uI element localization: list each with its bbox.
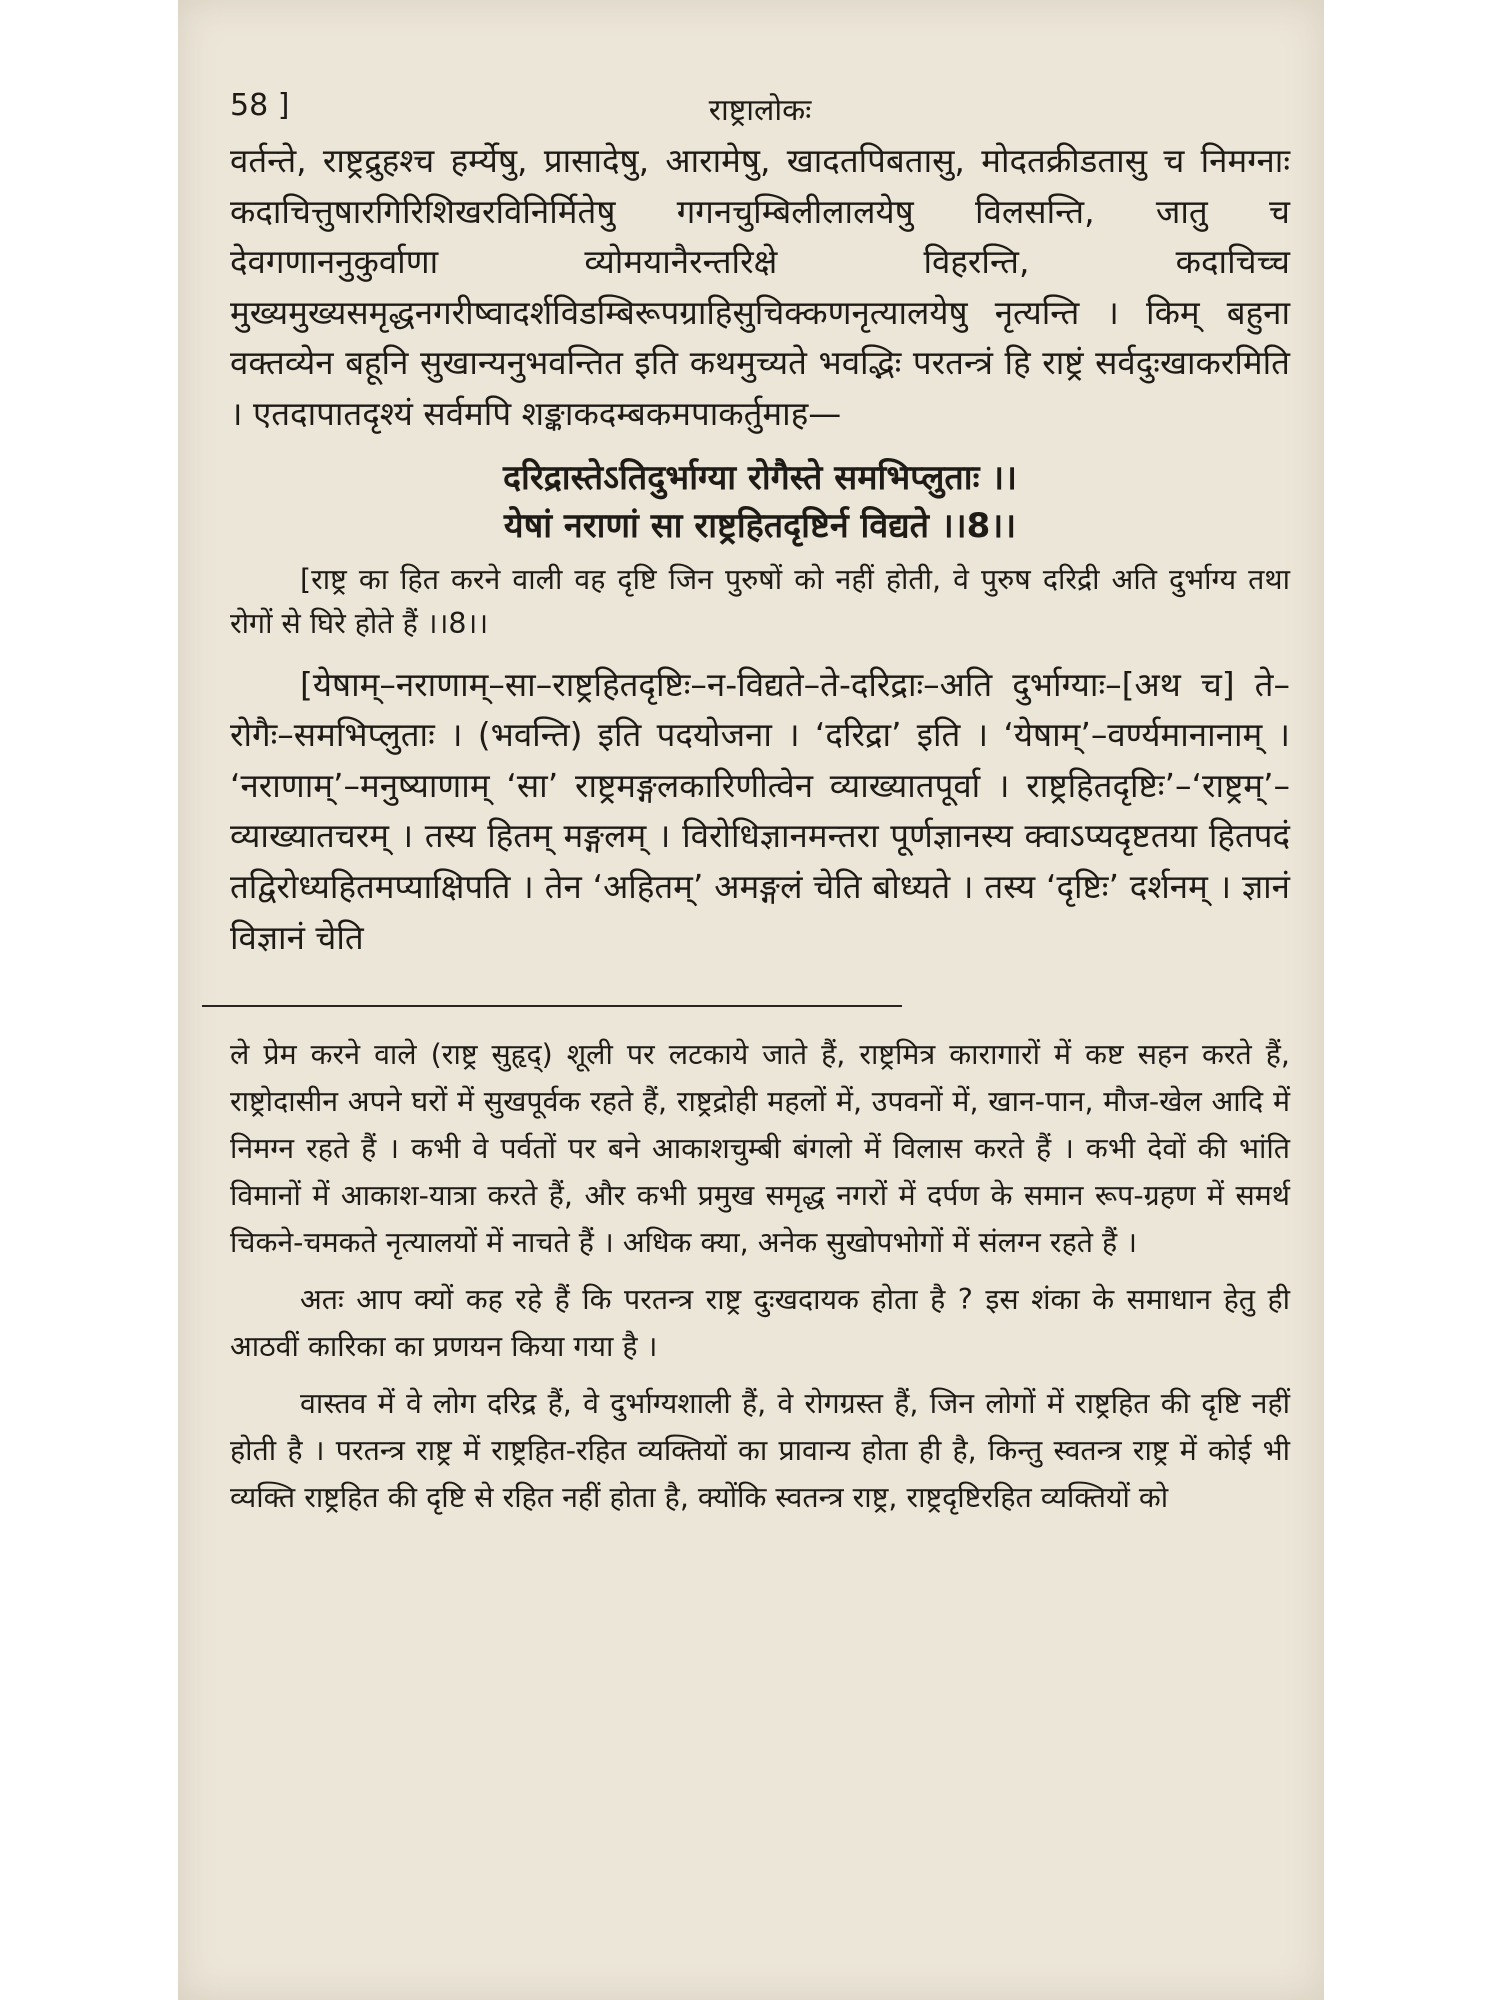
hindi-translation: [राष्ट्र का हित करने वाली वह दृष्टि जिन पुरुषों को नहीं होती, वे पुरुष दरिद्री अति दुर्भाग्य तथा रोगों से घिरे होते हैं ।।8।। [230, 562, 1290, 640]
footnote-paragraph-3: वास्तव में वे लोग दरिद्र हैं, वे दुर्भाग्यशाली हैं, वे रोगग्रस्त हैं, जिन लोगों में राष्ट्रहित की दृष्टि नहीं होती है । परतन्त्र राष्ट्र में राष्ट्रहित-रहित व्यक्तियों का प्रावान्य होता ही है, किन्तु स्वतन्त्र राष्ट्र में कोई भी व्यक्ति राष्ट्रहित की दृष्टि से रहित नहीं होता है, क्योंकि स्वतन्त्र राष्ट्र, राष्ट्रदृष्टिरहित व्यक्तियों को [230, 1387, 1290, 1515]
page-number: 58 ] [230, 88, 290, 123]
verse-line-2: येषां नराणां सा राष्ट्रहितदृष्टिर्न विद्यते ।।8।। [503, 505, 1017, 546]
sanskrit-commentary-paragraph: वर्तन्ते, राष्ट्रद्रुहश्च हर्म्येषु, प्रासादेषु, आरामेषु, खादतपिबतासु, मोदतक्रीडतासु च निमग्नाः कदाचित्तुषारगिरिशिखरविनिर्मितेषु गगनचुम्बिलीलालयेषु विलसन्ति, जातु च देवगणाननुकुर्वाणा व्योमयानैरन्तरिक्षे विहरन्ति, कदाचिच्च मुख्यमुख्यसमृद्धनगरीष्वादर्शविडम्बिरूपग्राहिसुचिक्कणनृत्यालयेषु नृत्यन्ति । किम् बहुना वक्तव्येन बहूनि सुखान्यनुभवन्तित इति कथमुच्यते भवद्भिः परतन्त्रं हि राष्ट्रं सर्वदुःखाकरमिति । एतदापातदृश्यं सर्वमपि शङ्काकदम्बकमपाकर्तुमाह— [230, 141, 1290, 433]
page-content [230, 88, 1290, 1521]
footnote-paragraph-2: अतः आप क्यों कह रहे हैं कि परतन्त्र राष्ट्र दुःखदायक होता है ? इस शंका के समाधान हेतु ही आठवीं कारिका का प्रणयन किया गया है । [230, 1283, 1290, 1364]
padayojana-paragraph: [येषाम्–नराणाम्–सा–राष्ट्रहितदृष्टिः–न-विद्यते–ते-दरिद्राः–अति दुर्भाग्याः–[अथ च] ते–रोगैः–समभिप्लुताः । (भवन्ति) इति पदयोजना । ‘दरिद्रा’ इति । ‘येषाम्’–वर्ण्यमानानाम् । ‘नराणाम्’–मनुष्याणाम् ‘सा’ राष्ट्रमङ्गलकारिणीत्वेन व्याख्यातपूर्वा । राष्ट्रहितदृष्टिः’–‘राष्ट्रम्’–व्याख्यातचरम् । तस्य हितम् मङ्गलम् । विरोधिज्ञानमन्तरा पूर्णज्ञानस्य क्वाऽप्यदृष्टतया हितपदं तद्विरोध्यहितमप्याक्षिपति । तेन ‘अहितम्’ अमङ्गलं चेति बोध्यते । तस्य ‘दृष्टिः’ दर्शनम् । ज्ञानं विज्ञानं चेति [230, 664, 1290, 957]
book-page [178, 0, 1324, 2000]
karika-verse [230, 454, 1290, 550]
footnote-paragraph-1: ले प्रेम करने वाले (राष्ट्र सुहृद्) शूली पर लटकाये जाते हैं, राष्ट्रमित्र कारागारों में कष्ट सहन करते हैं, राष्ट्रोदासीन अपने घरों में सुखपूर्वक रहते हैं, राष्ट्रद्रोही महलों में, उपवनों में, खान-पान, मौज-खेल आदि में निमग्न रहते हैं । कभी वे पर्वतों पर बने आकाशचुम्बी बंगलो में विलास करते हैं । कभी देवों की भांति विमानों में आकाश-यात्रा करते हैं, और कभी प्रमुख समृद्ध नगरों में दर्पण के समान रूप-ग्रहण में समर्थ चिकने-चमकते नृत्यालयों में नाचते हैं । अधिक क्या, अनेक सुखोपभोगों में संलग्न रहते हैं । [230, 1038, 1290, 1260]
verse-line-1: दरिद्रास्तेऽतिदुर्भाग्या रोगैस्ते समभिप्लुताः ।। [502, 457, 1018, 498]
running-head: राष्ट्रालोकः [708, 93, 812, 128]
footnote-divider [202, 1005, 902, 1007]
page-header [230, 88, 1290, 136]
